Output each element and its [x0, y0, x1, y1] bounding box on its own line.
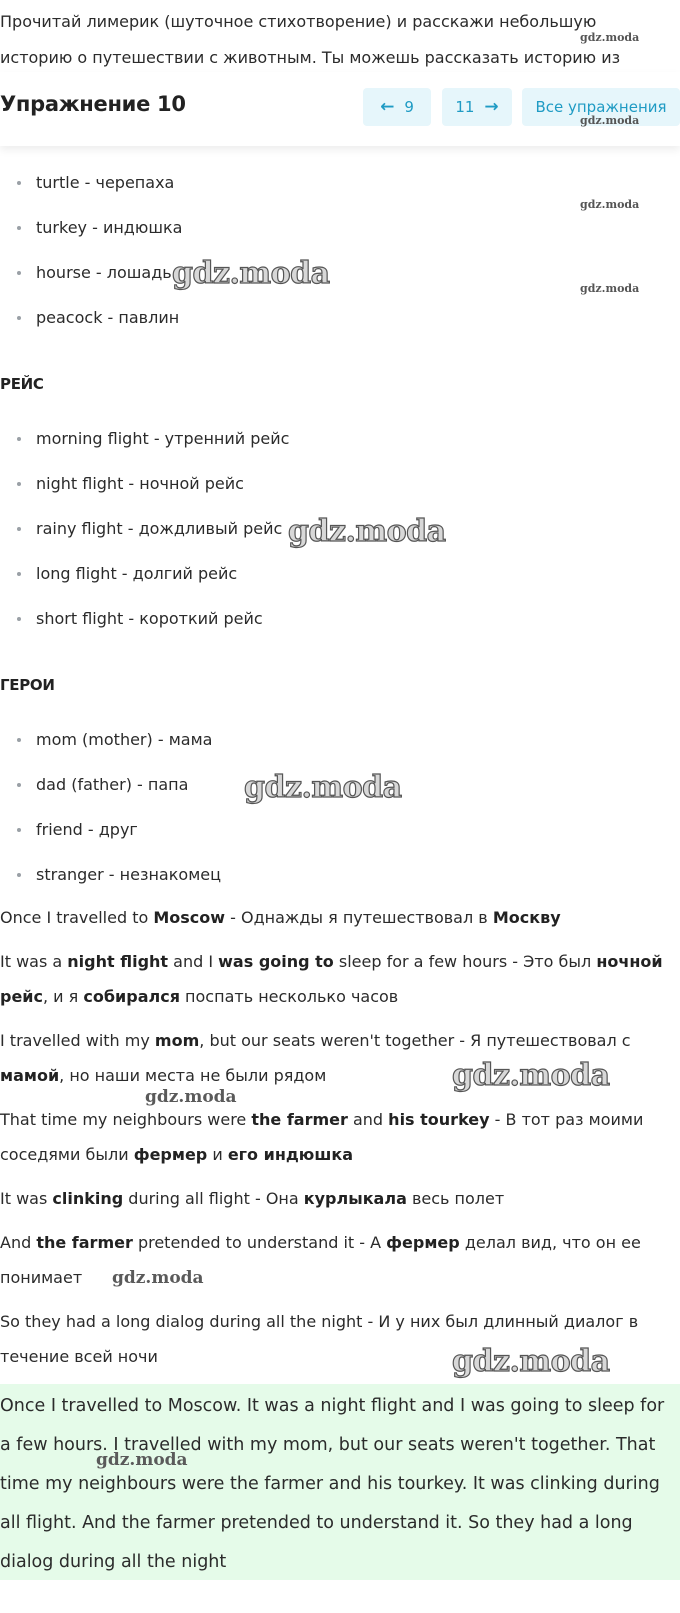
- watermark: gdz.moda: [244, 770, 402, 805]
- exercise-header: [0, 72, 680, 146]
- watermark: gdz.moda: [145, 1087, 237, 1107]
- exercise-title: Упражнение 10: [0, 92, 186, 116]
- list-item: morning flight - утренний рейс: [0, 416, 680, 461]
- list-item: dad (father) - папа: [0, 762, 680, 807]
- list-item: stranger - незнакомец: [0, 852, 680, 897]
- watermark: gdz.moda: [580, 282, 640, 295]
- answer-content: [0, 160, 680, 1374]
- list-item: hourse - лошадь: [0, 250, 680, 295]
- all-exercises-button[interactable]: Все упражнения: [522, 88, 680, 126]
- story-sentence-6: And the farmer pretended to understand it - А фермер делал вид, что он ее понимает: [0, 1233, 641, 1287]
- full-story-summary: Once I travelled to Moscow. It was a night flight and I was going to sleep for a few hours. I travelled with my mom, but our seats weren't together. That time my neighbours were the farmer and his tourkey. It was clinking during all flight. And the farmer pretended to understand it. So they had a long dialog during all the night: [0, 1384, 680, 1580]
- watermark: gdz.moda: [288, 514, 446, 549]
- list-item: long flight - долгий рейс: [0, 551, 680, 596]
- prev-exercise-button[interactable]: [363, 88, 431, 126]
- story-sentence-1: Once I travelled to Moscow - Однажды я путешествовал в Москву: [0, 908, 561, 927]
- watermark: gdz.moda: [112, 1268, 204, 1288]
- list-item: mom (mother) - мама: [0, 717, 680, 762]
- story-sentence-5: It was clinking during all flight - Она курлыкала весь полет: [0, 1189, 505, 1208]
- flights-heading: РЕЙС: [0, 375, 44, 393]
- list-item: short flight - короткий рейс: [0, 596, 680, 641]
- list-item: peacock - павлин: [0, 295, 680, 340]
- list-item: rainy flight - дождливый рейс: [0, 506, 680, 551]
- task-description: Прочитай лимерик (шуточное стихотворение) и расскажи небольшую историю о путешествии с животным. Ты можешь рассказать историю из: [0, 12, 621, 67]
- story-sentence-4: That time my neighbours were the farmer and his tourkey - В тот раз моими соседями были фермер и его индюшка: [0, 1110, 644, 1164]
- arrow-right-icon: →: [484, 97, 499, 117]
- list-item: friend - друг: [0, 807, 680, 852]
- list-item: turtle - черепаха: [0, 160, 680, 205]
- story-sentence-7: So they had a long dialog during all the night - И у них был длинный диалог в течение всей ночи: [0, 1312, 639, 1366]
- watermark: gdz.moda: [580, 198, 640, 211]
- watermark: gdz.moda: [96, 1450, 188, 1470]
- list-item: turkey - индюшка: [0, 205, 680, 250]
- heroes-heading: ГЕРОИ: [0, 676, 55, 694]
- watermark: gdz.moda: [580, 114, 640, 127]
- prev-exercise-label: 9: [404, 98, 414, 116]
- story-sentence-3: I travelled with my mom, but our seats weren't together - Я путешествовал с мамой, но наши места не были рядом: [0, 1031, 631, 1085]
- story-sentence-2: It was a night flight and I was going to sleep for a few hours - Это был ночной рейс, и я собирался поспать несколько часов: [0, 952, 663, 1006]
- animals-list: [0, 160, 680, 340]
- list-item: night flight - ночной рейс: [0, 461, 680, 506]
- arrow-left-icon: ←: [380, 97, 395, 117]
- watermark: gdz.moda: [172, 256, 330, 291]
- next-exercise-button[interactable]: [442, 88, 512, 126]
- watermark: gdz.moda: [580, 31, 640, 44]
- next-exercise-label: 11: [455, 98, 475, 116]
- heroes-list: [0, 717, 680, 897]
- watermark: gdz.moda: [452, 1344, 610, 1379]
- watermark: gdz.moda: [452, 1058, 610, 1093]
